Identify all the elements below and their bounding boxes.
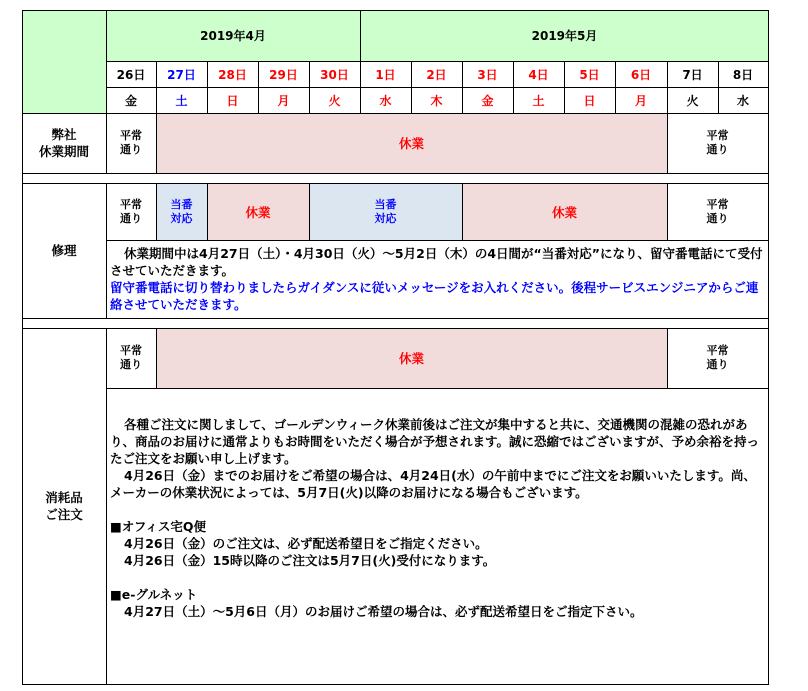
repair-normal-start: 平常 通り <box>120 197 142 225</box>
day-weekday: 土 <box>175 93 188 108</box>
company-normal-end: 平常 通り <box>706 129 729 156</box>
day-date: 7日 <box>682 67 703 82</box>
day-weekday: 月 <box>634 93 647 108</box>
day-date: 1日 <box>375 67 396 82</box>
supplies-normal-end: 平常 通り <box>706 344 729 371</box>
day-weekday: 金 <box>124 93 137 108</box>
day-weekday: 月 <box>277 93 290 108</box>
day-date: 5日 <box>579 67 600 82</box>
day-weekday: 水 <box>736 93 749 108</box>
day-weekday: 火 <box>328 93 341 108</box>
day-date: 28日 <box>218 67 247 82</box>
supplies-text <box>110 416 764 620</box>
day-weekday: 日 <box>226 93 239 108</box>
day-date: 3日 <box>477 67 498 82</box>
day-date: 29日 <box>269 67 298 82</box>
day-date: 2日 <box>426 67 447 82</box>
repair-note-blue: 留守番電話に切り替わりましたらガイダンスに従いメッセージをお入れください。後程サービスエンジニアからご連絡させていただきます。 <box>110 280 759 312</box>
repair-duty-30-2: 当番 対応 <box>309 183 462 240</box>
repair-duty-27: 当番 対応 <box>156 183 207 240</box>
month-april: 2019年4月 <box>200 29 266 43</box>
supplies-para1: 各種ご注文に関しまして、ゴールデンウィーク休業前後はご注文が集中すると共に、交通機関の混雑の恐れがあり、商品のお届けに通常よりもお時間をいただく場合が予想されます。誠に恐縮ではございますが、予め余裕を持ったご注文をお願い申し上げます。 <box>110 417 760 466</box>
company-label: 弊社 休業期間 <box>38 127 89 159</box>
e-gurunet-line1: 4月27日（土）～5月6日（月）のお届けご希望の場合は、必ず配送希望日をご指定下さい。 <box>124 604 643 619</box>
e-gurunet-title: ■e-グルネット <box>110 587 198 602</box>
day-weekday: 火 <box>686 93 699 108</box>
supplies-para2: 4月26日（金）までのお届けをご希望の場合は、4月24日(水）の午前中までにご注文をお願いいたします。尚、メーカーの休業状況によっては、5月7日(火)以降のお届けになる場合もございます。 <box>110 468 756 500</box>
company-closed: 休業 <box>156 113 667 173</box>
header-corner <box>22 10 106 113</box>
day-date: 6日 <box>630 67 652 82</box>
repair-closed-3-6: 休業 <box>462 183 667 240</box>
office-q-line1: 4月26日（金）のご注文は、必ず配送希望日をご指定ください。 <box>124 536 488 551</box>
day-weekday: 日 <box>583 93 596 108</box>
day-date: 30日 <box>320 67 349 82</box>
day-weekday: 金 <box>481 93 494 108</box>
repair-normal-end: 平常 通り <box>706 197 729 225</box>
day-date: 27日 <box>167 67 196 82</box>
repair-label: 修理 <box>51 243 77 258</box>
supplies-closed: 休業 <box>156 328 667 388</box>
repair-note-black: 休業期間中は4月27日（土）・4月30日（火）～5月2日（木）の4日間が“当番対応”になり、留守番電話にて受付させていただきます。 <box>110 246 763 278</box>
office-q-title: ■オフィス宅Q便 <box>110 519 207 534</box>
repair-closed-28-29: 休業 <box>207 183 309 240</box>
day-date: 8日 <box>732 67 754 82</box>
day-date: 26日 <box>116 67 146 82</box>
day-date: 4日 <box>528 67 549 82</box>
supplies-label: 消耗品 ご注文 <box>45 490 83 522</box>
day-weekday: 水 <box>379 93 392 108</box>
company-normal-start: 平常 通り <box>120 129 142 156</box>
repair-note <box>110 245 766 313</box>
office-q-line2: 4月26日（金）15時以降のご注文は5月7日(火)受付になります。 <box>124 553 496 568</box>
supplies-normal-start: 平常 通り <box>120 344 142 371</box>
month-may: 2019年5月 <box>531 29 598 43</box>
day-weekday: 土 <box>532 93 545 108</box>
day-weekday: 木 <box>430 93 443 108</box>
